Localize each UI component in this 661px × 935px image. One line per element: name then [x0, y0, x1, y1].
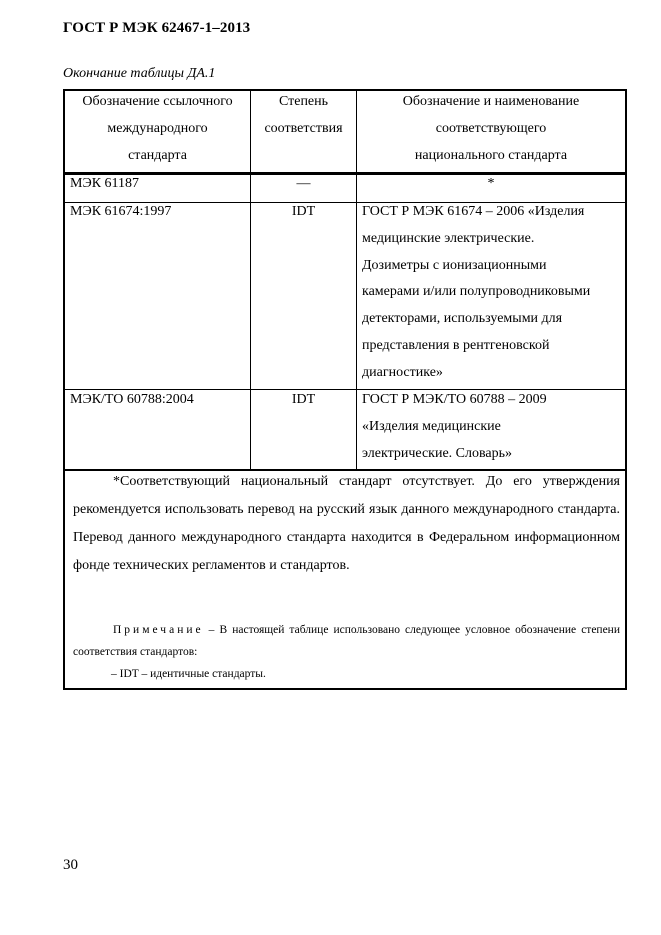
table-remark	[73, 619, 620, 663]
table-row-national: ГОСТ Р МЭК 61674 – 2006 «Изделия медицинские электрические. Дозиметры с ионизационными камерами и/или полупроводниковыми детекторами, используемыми для представления в рентгеновской диагностике»	[362, 204, 591, 380]
table-footnote: *Соответствующий национальный стандарт отсутствует. До его утверждения рекомендуется использовать перевод на русский язык данного международного стандарта. Перевод данного международного стандарта находится в Федеральном информационном фонде технических регламентов и стандартов.	[73, 474, 620, 573]
table-row-national: *	[487, 176, 495, 191]
column-header-degree: Степень соответствия	[264, 94, 343, 136]
table-row-intl: МЭК/ТО 60788:2004	[70, 392, 194, 407]
remark-label: Примечание	[113, 624, 204, 636]
table-row-degree: IDT	[291, 392, 316, 407]
table-row-national: ГОСТ Р МЭК/ТО 60788 – 2009 «Изделия медицинские электрические. Словарь»	[362, 392, 547, 461]
remark-text: – В настоящей таблице использовано следующее условное обозначение степени соответствия стандартов:	[73, 624, 620, 658]
table-row-intl: МЭК 61674:1997	[70, 204, 172, 219]
document-header: ГОСТ Р МЭК 62467-1–2013	[63, 20, 251, 36]
page-number: 30	[63, 857, 78, 873]
table-row-degree: IDT	[291, 204, 316, 219]
table-row-degree: —	[296, 176, 311, 191]
table-caption: Окончание таблицы ДА.1	[63, 66, 216, 81]
standards-table	[63, 89, 627, 690]
remark-item: – IDT – идентичные стандарты.	[111, 668, 266, 680]
column-header-national: Обозначение и наименование соответствующего национального стандарта	[402, 94, 580, 163]
table-row-intl: МЭК 61187	[70, 176, 140, 191]
column-header-intl: Обозначение ссылочного международного стандарта	[82, 94, 233, 163]
